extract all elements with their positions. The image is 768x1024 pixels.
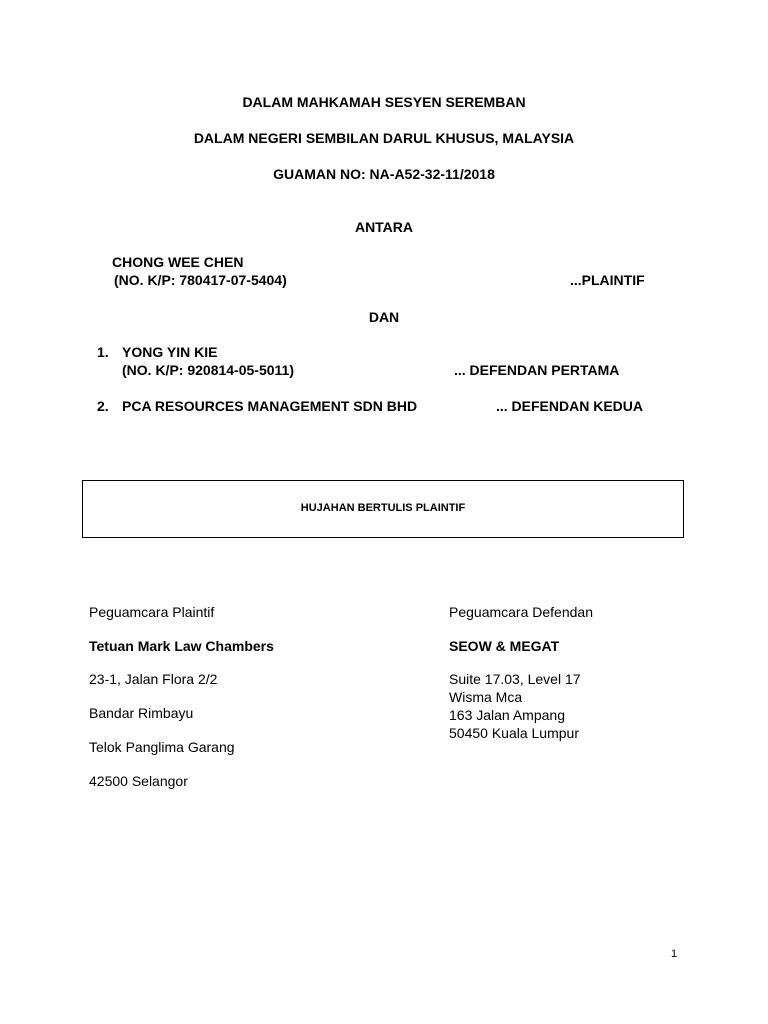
case-number: GUAMAN NO: NA-A52-32-11/2018 — [273, 166, 495, 182]
plaintiff-name: CHONG WEE CHEN — [112, 254, 244, 270]
defendant-counsel-address-line: 50450 Kuala Lumpur — [449, 725, 579, 741]
and-label: DAN — [368, 309, 400, 325]
defendant-counsel-address-line: Wisma Mca — [449, 689, 523, 705]
page-number: 1 — [671, 948, 678, 960]
court-state: DALAM NEGERI SEMBILAN DARUL KHUSUS, MALAYSIA — [193, 130, 575, 146]
defendant-1-number: 1. — [97, 344, 109, 360]
plaintiff-counsel-firm: Tetuan Mark Law Chambers — [89, 638, 274, 654]
defendant-2-role: ... DEFENDAN KEDUA — [496, 398, 644, 414]
plaintiff-counsel-address-line: 23-1, Jalan Flora 2/2 — [89, 671, 218, 687]
plaintiff-counsel-address-line: Bandar Rimbayu — [89, 705, 194, 721]
defendant-1-role: ... DEFENDAN PERTAMA — [454, 362, 620, 378]
plaintiff-counsel-address-line: 42500 Selangor — [89, 773, 188, 789]
plaintiff-ic: (NO. K/P: 780417-07-5404) — [114, 272, 287, 288]
defendant-counsel-address-line: Suite 17.03, Level 17 — [449, 671, 581, 687]
plaintiff-counsel-address-line: Telok Panglima Garang — [89, 739, 235, 755]
defendant-counsel-address-line: 163 Jalan Ampang — [449, 707, 565, 723]
defendant-1-ic: (NO. K/P: 920814-05-5011) — [122, 362, 294, 378]
plaintiff-counsel-heading: Peguamcara Plaintif — [89, 604, 215, 620]
defendant-1-name: YONG YIN KIE — [122, 344, 218, 360]
defendant-2-number: 2. — [97, 398, 109, 414]
document-title-box — [82, 480, 684, 538]
court-name: DALAM MAHKAMAH SESYEN SEREMBAN — [242, 94, 526, 110]
defendant-counsel-firm: SEOW & MEGAT — [449, 638, 560, 654]
between-label: ANTARA — [354, 219, 414, 235]
defendant-counsel-heading: Peguamcara Defendan — [449, 604, 593, 620]
document-title: HUJAHAN BERTULIS PLAINTIF — [300, 502, 466, 514]
defendant-2-name: PCA RESOURCES MANAGEMENT SDN BHD — [122, 398, 418, 414]
plaintiff-role: ...PLAINTIF — [570, 272, 645, 288]
